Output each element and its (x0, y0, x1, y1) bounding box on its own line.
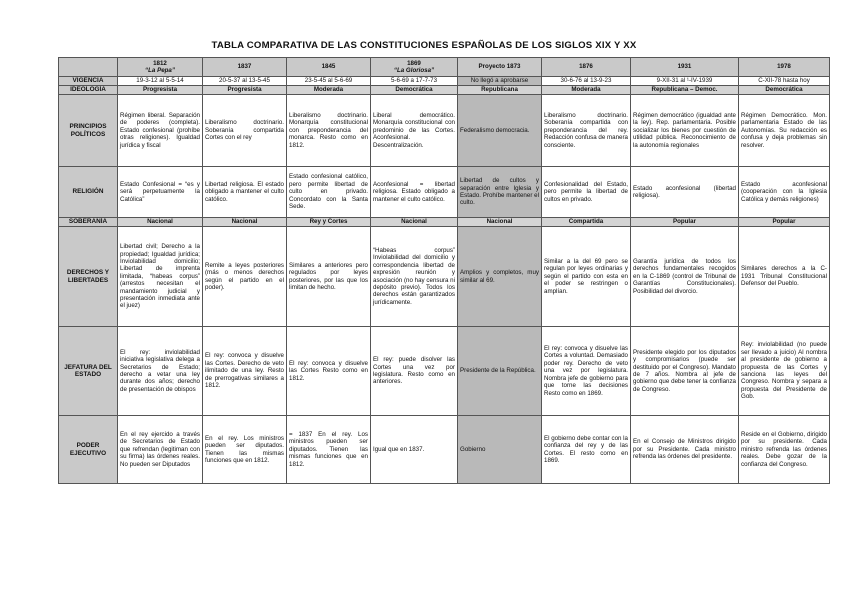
table-cell: Progresista (118, 86, 203, 95)
table-row (59, 95, 830, 167)
table-row (59, 77, 830, 86)
table-cell: Nacional (371, 218, 458, 227)
column-header: 1812 “La Pepa” (118, 58, 203, 77)
table-cell: Remite a leyes posteriores (más o menos derechos según el partido en el poder). (203, 227, 287, 327)
comparison-table (58, 57, 830, 484)
column-header: 1845 (287, 58, 371, 77)
table-cell: Similar a la del 69 pero se regulan por leyes ordinarias y según el partido con esta en el poder se restringen o amplían. (542, 227, 631, 327)
table-cell: Amplios y completos, muy similar al 69. (458, 227, 542, 327)
table-cell: Confesionalidad del Estado, pero permite la libertad de cultos en privado. (542, 167, 631, 218)
table-cell: Estado Confesional = “es y será perpetuamente la Católica” (118, 167, 203, 218)
table-cell: Régimen liberal. Separación de poderes (completa). Estado confesional (prohíbe otras religiones). Igualdad jurídica y fiscal (118, 95, 203, 167)
table-cell: El rey: convoca y disuelve las Cortes a voluntad. Demasiado poder rey. Derecho de veto una vez por legislatura. Nombra jefe de gobierno para que torne las decisiones Resto como en 1869. (542, 327, 631, 416)
table-cell: El gobierno debe contar con la confianza del rey y de las Cortes. El resto como en 1869. (542, 416, 631, 484)
table-row (59, 167, 830, 218)
table-cell: 20-5-37 al 13-5-45 (203, 77, 287, 86)
table-cell: Estado aconfesional (libertad religiosa). (631, 167, 739, 218)
header-row (59, 58, 830, 77)
table-cell: Democrática (739, 86, 830, 95)
table-cell: Libertad civil; Derecho a la propiedad; Igualdad jurídica; Inviolabilidad domicilio; Libertad de imprenta limitada, “habeas corpus” (arrestos necesitan el mandamiento judicial y presentación inmediata ante el juez) (118, 227, 203, 327)
row-label: VIGENCIA (59, 77, 118, 86)
table-cell: En el Consejo de Ministros dirigido por su Presidente. Cada ministro refrenda las órdenes del presidente. (631, 416, 739, 484)
table-cell: El rey: puede disolver las Cortes una vez por legislatura. Resto como en anteriores. (371, 327, 458, 416)
table-cell: Nacional (118, 218, 203, 227)
table-row (59, 86, 830, 95)
table-cell: Popular (739, 218, 830, 227)
table-cell: Aconfesional = libertad religiosa. Estado obligado a mantener el culto católico. (371, 167, 458, 218)
table-cell: El rey: convoca y disuelve las Cortes Resto como en 1812. (287, 327, 371, 416)
table-cell: 30-6-76 al 13-9-23 (542, 77, 631, 86)
row-label: JEFATURA DEL ESTADO (59, 327, 118, 416)
row-label: PODER EJECUTIVO (59, 416, 118, 484)
table-cell: Liberalismo doctrinario. Monarquía constitucional con preponderancia del monarca. Resto como en 1812. (287, 95, 371, 167)
row-label: RELIGIÓN (59, 167, 118, 218)
table-cell: Democrática (371, 86, 458, 95)
table-cell: Reside en el Gobierno, dirigido por su presidente. Cada ministro refrenda las órdenes reales. Debe gozar de la confianza del Congreso. (739, 416, 830, 484)
table-cell: Igual que en 1837. (371, 416, 458, 484)
table-cell: Nacional (458, 218, 542, 227)
table-cell: Régimen Democrático. Mon. parlamentaria Estado de las Autonomías. Su redacción es confusa y deja problemas sin resolver. (739, 95, 830, 167)
table-cell: Moderada (287, 86, 371, 95)
table-cell: Liberalismo doctrinario. Soberanía compartida Cortes con el rey (203, 95, 287, 167)
table-cell: Estado aconfesional (cooperación con la Iglesia Católica y demás religiones) (739, 167, 830, 218)
table-cell: 23-5-45 al 5-6-69 (287, 77, 371, 86)
table-row (59, 416, 830, 484)
table-cell: Libertad de cultos y separación entre Iglesia y Estado. Prohíbe mantener el culto. (458, 167, 542, 218)
page-title: TABLA COMPARATIVA DE LAS CONSTITUCIONES ESPAÑOLAS DE LOS SIGLOS XIX Y XX (211, 40, 637, 51)
table-row (59, 227, 830, 327)
column-header: 1931 (631, 58, 739, 77)
column-header: Proyecto 1873 (458, 58, 542, 77)
row-label: PRINCIPIOS POLÍTICOS (59, 95, 118, 167)
table-cell: Rey y Cortes (287, 218, 371, 227)
table-cell: En el rey. Los ministros pueden ser diputados. Tienen las mismas funciones que en 1812. (203, 416, 287, 484)
table-cell: El rey: convoca y disuelve las Cortes. Derecho de veto ilimitado de una ley. Resto de prerrogativas similares a 1812. (203, 327, 287, 416)
table-cell: Republicana (458, 86, 542, 95)
table-cell: “Habeas corpus” Inviolabilidad del domicilio y correspondencia libertad de expresión reunión y asociación (no hay censura ni depósito previo). Todos los derechos están garantizados jurídicamente. (371, 227, 458, 327)
column-header: 1978 (739, 58, 830, 77)
table-cell: Presidente elegido por los diputados y compromisarios (puede ser destituido por el Congreso). Mandato de 7 años. Nombra al jefe de gobierno que debe tener la confianza de Congreso. (631, 327, 739, 416)
table-cell: = 1837 En el rey. Los ministros pueden ser diputados. Tienen las mismas funciones que en 1812. (287, 416, 371, 484)
table-cell: No llegó a aprobarse (458, 77, 542, 86)
corner-cell (59, 58, 118, 77)
table-cell: Gobierno (458, 416, 542, 484)
table-cell: Liberalismo doctrinario. Soberanía compartida con preponderancia del rey. Redacción confusa de manera consciente. (542, 95, 631, 167)
table-cell: C-XII-78 hasta hoy (739, 77, 830, 86)
table-cell: Presidente de la República. (458, 327, 542, 416)
table-row (59, 218, 830, 227)
table-cell: Rey: inviolabilidad (no puede ser llevado a juicio) Al nombra al presidente de gobierno a propuesta de las Cortes y sanciona las leyes del Congreso. Nombra y separa a propuesta del Presidente de Gob. (739, 327, 830, 416)
table-cell: Republicana – Democ. (631, 86, 739, 95)
table-cell: Similares a anteriores pero regulados por leyes posteriores, por las que los limitan de hecho. (287, 227, 371, 327)
table-cell: 5-6-69 a 17-7-73 (371, 77, 458, 86)
table-cell: Estado confesional católico, pero permite libertad de culto en privado. Concordato con la Santa Sede. (287, 167, 371, 218)
table-cell: En el rey ejercido a través de Secretarios de Estado que refrendan (legitiman con su firma) las órdenes reales. No pueden ser Diputados (118, 416, 203, 484)
row-label: IDEOLOGÍA (59, 86, 118, 95)
table-cell: Libertad religiosa. El estado obligado a mantener el culto católico. (203, 167, 287, 218)
column-header: 1869 “La Gloriosa” (371, 58, 458, 77)
table-cell: Federalismo democracia. (458, 95, 542, 167)
table-cell: El rey: inviolabilidad iniciativa legislativa delega a Secretarios de Estado; derecho a vetar una ley durante dos años; derecho de presentación de obispos (118, 327, 203, 416)
table-row (59, 327, 830, 416)
table-cell: Popular (631, 218, 739, 227)
table-cell: Nacional (203, 218, 287, 227)
table-cell: Compartida (542, 218, 631, 227)
table-cell: Moderada (542, 86, 631, 95)
row-label: SOBERANÍA (59, 218, 118, 227)
row-label: DERECHOS Y LIBERTADES (59, 227, 118, 327)
table-cell: 19-3-12 al 5-5-14 (118, 77, 203, 86)
table-cell: Progresista (203, 86, 287, 95)
table-cell: Garantía jurídica de todos los derechos fundamentales recogidos en la C-1869 (control de Tribunal de Garantías Constitucionales). Posibilidad del divorcio. (631, 227, 739, 327)
table-cell: Liberal democrático. Monarquía constitucional con predominio de las Cortes. Aconfesional. Descentralización. (371, 95, 458, 167)
table-cell: Similares derechos a la C-1931 Tribunal Constitucional Defensor del Pueblo. (739, 227, 830, 327)
column-header: 1837 (203, 58, 287, 77)
table-cell: Régimen democrático (igualdad ante la ley). Rep. parlamentaria. Posible socializar los bienes por cuestión de utilidad pública. Reconocimiento de la autonomía regionales (631, 95, 739, 167)
table-cell: 9-XII-31 al ¹-IV-1939 (631, 77, 739, 86)
column-header: 1876 (542, 58, 631, 77)
